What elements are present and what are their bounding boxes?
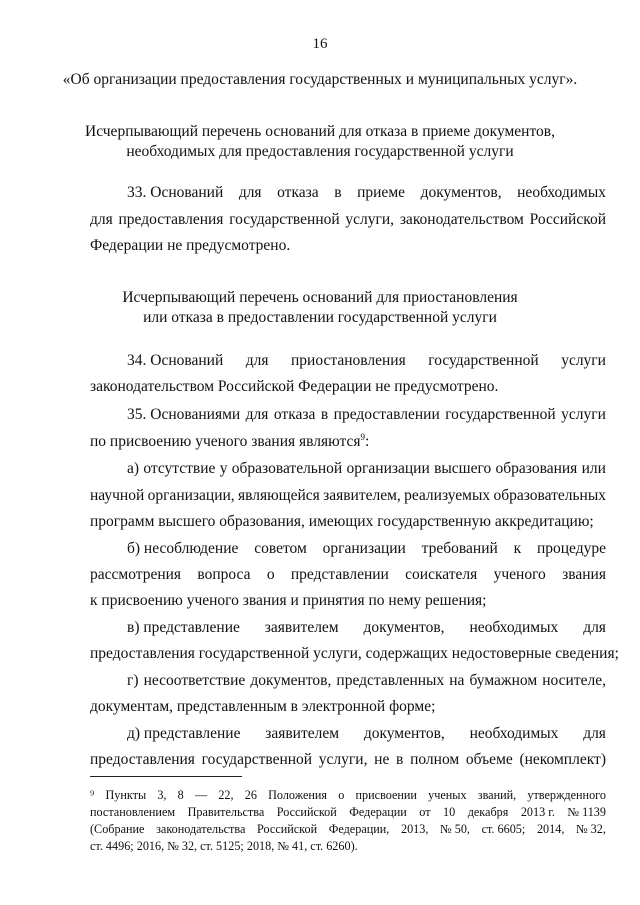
word: для — [583, 619, 606, 636]
word: Пункты — [105, 788, 147, 802]
item-b-line-3: к присвоению ученого звания и принятия по нему решения; — [90, 592, 487, 609]
word: к — [513, 540, 522, 557]
word: рассмотрения — [90, 566, 182, 583]
word: декабря — [467, 805, 509, 819]
word: 26 — [244, 788, 257, 802]
word: услуги — [561, 352, 606, 369]
word: в — [396, 751, 404, 768]
word: Федерации — [349, 805, 407, 819]
p34-line-1 — [127, 351, 606, 371]
word: для — [245, 352, 269, 369]
word: советом — [254, 540, 307, 557]
word: 22, — [218, 788, 234, 802]
word: званий, — [477, 788, 517, 802]
word: заявителем — [265, 725, 340, 742]
word: законодательством — [399, 211, 524, 228]
word: ст. 6605; — [481, 822, 526, 836]
word: утвержденного — [527, 788, 606, 802]
word: услуги, — [318, 751, 368, 768]
item-d-line-2 — [90, 750, 606, 770]
word: объеме — [465, 751, 513, 768]
heading-suspension-line-1: Исчерпывающий перечень оснований для приостановления — [122, 289, 518, 306]
word: необходимых — [469, 725, 559, 742]
word: постановлением — [90, 805, 176, 819]
word: № 32, — [576, 822, 606, 836]
word: представленных — [336, 672, 445, 689]
heading-refusal-line-1: Исчерпывающий перечень оснований для отказа в приеме документов, — [85, 123, 555, 140]
word: образовательных — [493, 487, 606, 504]
p35-line-2 — [90, 432, 369, 452]
word: организации — [322, 540, 406, 557]
word: в) представление — [127, 619, 240, 636]
word: предоставления — [118, 211, 224, 228]
word: 3, — [157, 788, 167, 802]
word: предоставления — [90, 751, 195, 768]
footnote-line-4: ст. 4496; 2016, № 32, ст. 5125; 2018, № 41, ст. 6260). — [90, 839, 358, 853]
heading-refusal-line-2: необходимых для предоставления государственной услуги — [126, 143, 514, 160]
word: ученых — [428, 788, 467, 802]
footnote-line-3 — [90, 821, 606, 838]
word: отказа — [277, 184, 319, 201]
item-b-line-2 — [90, 565, 606, 585]
word: Правительства — [187, 805, 265, 819]
item-v-line-1 — [127, 618, 606, 638]
word: Российской — [257, 822, 318, 836]
word: для — [238, 184, 262, 201]
word: — — [194, 788, 208, 802]
word: № 1139 — [567, 805, 606, 819]
word: в — [320, 406, 329, 423]
word: образовательной — [231, 460, 343, 477]
word: Федерации, — [328, 822, 390, 836]
word: или — [581, 460, 606, 477]
word: (некомплект) — [519, 751, 606, 768]
word: г) — [127, 672, 139, 689]
item-a-line-1 — [127, 459, 606, 479]
word: предоставлении — [333, 406, 440, 423]
word: документов, — [363, 725, 445, 742]
word: 34. Оснований — [127, 352, 224, 369]
word: Российской — [276, 805, 337, 819]
word: государственной — [229, 211, 340, 228]
word: 8 — [177, 788, 184, 802]
word: требований — [421, 540, 498, 557]
word: необходимых — [517, 184, 606, 201]
word: несоответствие — [143, 672, 246, 689]
p35-line-2-text: по присвоению ученого звания являются — [90, 433, 361, 450]
p33-line-1 — [127, 183, 606, 203]
word: 33. Оснований — [127, 184, 224, 201]
word: о — [338, 788, 345, 802]
word: приостановления — [291, 352, 406, 369]
item-a-line-2 — [90, 486, 606, 506]
p35-line-1 — [127, 405, 606, 425]
word: 2013, — [400, 822, 429, 836]
word: а) — [127, 460, 140, 477]
word: 10 — [443, 805, 456, 819]
footnote-line-2 — [90, 804, 606, 821]
item-d-line-1 — [127, 724, 606, 744]
word: для — [245, 406, 269, 423]
footnote-ref: 9 — [360, 431, 365, 442]
word: Российской — [529, 211, 606, 228]
word: не — [374, 751, 390, 768]
word: услуги — [561, 406, 606, 423]
word: документов, — [363, 619, 445, 636]
word: 2014, — [536, 822, 565, 836]
word: приеме — [357, 184, 406, 201]
word: для — [90, 211, 113, 228]
word: у — [219, 460, 228, 477]
word: отказа — [273, 406, 316, 423]
word: звания — [562, 566, 606, 583]
word: Положения — [268, 788, 328, 802]
word: государственной — [445, 406, 556, 423]
word: государственной — [201, 751, 313, 768]
word: соискателя — [405, 566, 478, 583]
word: полном — [410, 751, 460, 768]
p33-line-3: Федерации не предусмотрено. — [90, 237, 291, 254]
word: организации, — [147, 487, 235, 504]
word: процедуре — [536, 540, 606, 557]
word: документов, — [420, 184, 502, 201]
word: документов, — [250, 672, 332, 689]
word: необходимых — [469, 619, 559, 636]
word: № 50, — [440, 822, 470, 836]
word: реализуемых — [404, 487, 491, 504]
word: бумажном — [469, 672, 538, 689]
footnote-line-1 — [90, 787, 606, 804]
heading-suspension-line-2: или отказа в предоставлении государственной услуги — [143, 309, 497, 326]
p34-line-2: законодательством Российской Федерации не предусмотрено. — [90, 378, 499, 395]
page-number: 16 — [312, 36, 328, 52]
word: в — [334, 184, 342, 201]
word: заявителем — [264, 619, 339, 636]
item-v-line-2: предоставления государственной услуги, содержащих недостоверные сведения; — [90, 645, 619, 662]
word: законодательства — [156, 822, 246, 836]
word: 35. Основаниями — [127, 406, 241, 423]
word: носителе, — [542, 672, 606, 689]
word: вопроса — [197, 566, 251, 583]
item-g-line-2: документам, представленным в электронной форме; — [90, 698, 436, 715]
top-line: «Об организации предоставления государственных и муниципальных услуг». — [62, 71, 578, 88]
word: государственной — [428, 352, 539, 369]
word: отсутствие — [143, 460, 216, 477]
word: ученого — [493, 566, 546, 583]
p33-line-2 — [90, 210, 606, 230]
word: д) представление — [127, 725, 241, 742]
word: (Собрание — [90, 822, 145, 836]
item-g-line-1 — [127, 671, 606, 691]
p35-line-2-end: : — [364, 433, 370, 450]
word: б) несоблюдение — [127, 540, 239, 557]
word: услуги, — [345, 211, 395, 228]
word: для — [583, 725, 606, 742]
word: научной — [90, 487, 145, 504]
word: заявителем, — [323, 487, 401, 504]
word: образования — [495, 460, 578, 477]
word: являющейся — [237, 487, 320, 504]
word: ⁹ — [90, 788, 95, 802]
item-a-line-3: программ высшего образования, имеющих государственную аккредитацию; — [90, 513, 594, 530]
word: присвоении — [355, 788, 417, 802]
word: организации — [346, 460, 430, 477]
word: представлении — [290, 566, 389, 583]
word: от — [419, 805, 431, 819]
word: о — [266, 566, 275, 583]
footnote-divider — [90, 776, 242, 777]
word: высшего — [434, 460, 492, 477]
word: 2013 г. — [520, 805, 555, 819]
item-b-line-1 — [127, 539, 606, 559]
word: на — [449, 672, 465, 689]
